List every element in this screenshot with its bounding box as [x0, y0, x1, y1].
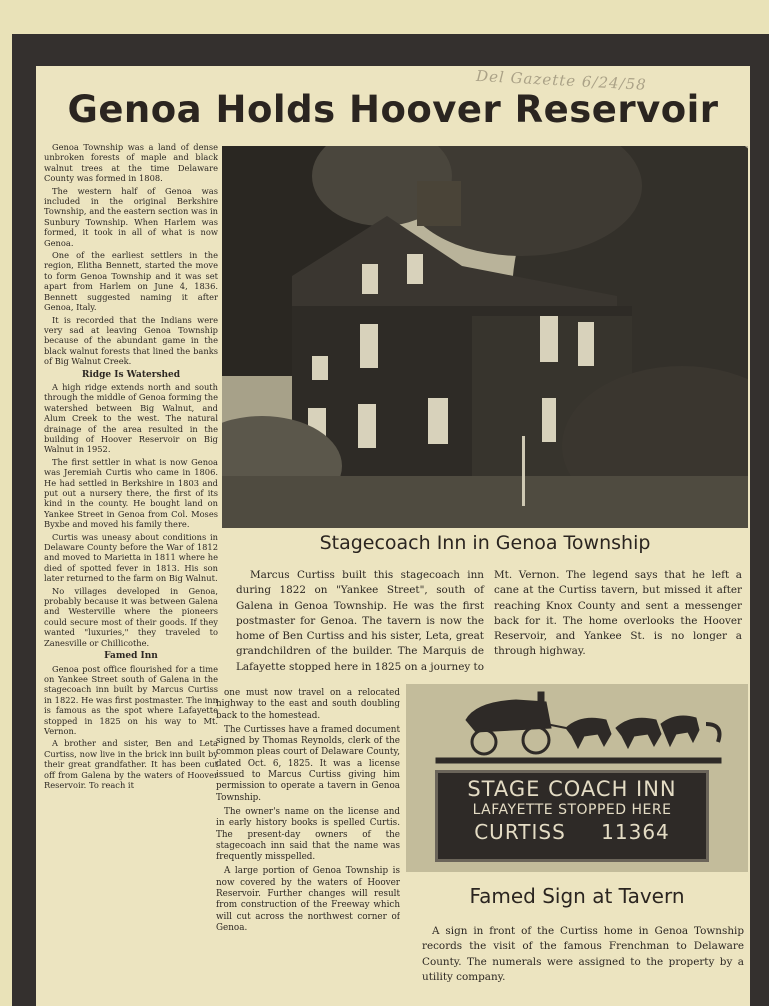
sign-description-paragraph: A sign in front of the Curtiss home in Genoa Township records the visit of the famous Frenchman to Delaware County. The numerals were assigned to the property by a utility company. — [422, 925, 744, 984]
story-paragraph: Marcus Curtiss built this stagecoach inn during 1822 on "Yankee Street", south of Galena in Genoa Township. He was the first postmaster for Genoa. The tavern is now the home of Ben Curtiss and his sister, Leta, great grandchildren of the builder. The Marquis de Lafayette stopped here in 1825 on a journey to Mt. Vernon. The legend says that he left a cane at the Curtiss tavern, but missed it after reaching Knox County and sent a messenger back for it. The home overlooks the Hoover Reservoir, and Yankee St. is no longer a through highway. — [236, 569, 742, 673]
stagecoach-story — [236, 568, 742, 686]
article-paragraph: The western half of Genoa was included in the original Berkshire Township, and the eastern section was in Sunbury Township. When Harlem was formed, it took in all of what is now Genoa. — [44, 185, 218, 248]
plaque-name: CURTISS — [474, 820, 566, 844]
house-photo-illustration — [222, 146, 748, 528]
plaque-line-3 — [438, 819, 706, 845]
subheading-famed-inn: Famed Inn — [104, 651, 158, 662]
newspaper-clipping — [36, 66, 750, 1006]
article-paragraph: The first settler in what is now Genoa was Jeremiah Curtis who came in 1806. He had settled in Berkshire in 1803 and put out a nursery there, the first of its kind in the county. He bought land on Yankee Street in Genoa from Col. Moses Byxbe and moved his family there. — [44, 456, 218, 530]
headline: Genoa Holds Hoover Reservoir — [67, 88, 719, 131]
subheading-ridge: Ridge Is Watershed — [81, 369, 181, 380]
article-paragraph: The owner's name on the license and in early history books is spelled Curtis. The present-day owners of the stagecoach inn said that the name was frequently misspelled. — [216, 806, 400, 863]
sign-caption: Famed Sign at Tavern — [469, 884, 685, 908]
article-paragraph: It is recorded that the Indians were very sad at leaving Genoa Township because of the abundant game in the black walnut forests that lined the banks of Big Walnut Creek. — [44, 314, 218, 367]
article-paragraph: A large portion of Genoa Township is now covered by the waters of Hoover Reservoir. Further changes will result from construction of the Freeway which will cut across the northwest corner of Genoa. — [216, 866, 400, 933]
sign-description — [422, 924, 744, 986]
article-paragraph: The Curtisses have a framed document signed by Thomas Reynolds, clerk of the common pleas court of Delaware County, dated Oct. 6, 1825. It was a license issued to Marcus Curtiss giving him permission to operate a tavern in Genoa Township. — [216, 724, 400, 803]
handwritten-annotation: Del Gazette 6/24/58 — [475, 66, 648, 94]
tavern-sign-photo — [406, 684, 748, 872]
article-paragraph: one must now travel on a relocated highway to the east and south doubling back to the homestead. — [216, 688, 400, 721]
plaque-line-1: STAGE COACH INN — [467, 777, 677, 801]
plaque-line-2: LAFAYETTE STOPPED HERE — [472, 802, 672, 818]
article-paragraph: One of the earliest settlers in the region, Elitha Bennett, started the move to form Genoa Township and it was set apart from Harlem on June 4, 1836. Bennett suggested naming it after Genoa, Italy. — [44, 250, 218, 313]
article-paragraph: No villages developed in Genoa, probably because it was between Galena and Westerville where the pioneers could secure most of their goods. If they wanted "luxuries," they traveled to Zanesville or Chillicothe. — [44, 585, 218, 648]
article-paragraph: Genoa Township was a land of dense unbroken forests of maple and black walnut trees at the time Delaware County was formed in 1808. — [44, 142, 218, 184]
stage-coach-inn-plaque — [435, 770, 709, 862]
article-paragraph: Curtis was uneasy about conditions in Delaware County before the War of 1812 and moved to Marietta in 1811 where he died of spotted fever in 1813. His son later returned to the farm on Big Walnut. — [44, 531, 218, 584]
middle-column-article — [216, 688, 400, 1006]
plaque-number: 11364 — [601, 820, 670, 844]
left-column-article — [44, 142, 218, 1006]
article-paragraph: A brother and sister, Ben and Leta Curtiss, now live in the brick inn built by their great grandfather. It has been cut off from Galena by the waters of Hoover Reservoir. To reach it — [44, 738, 218, 790]
article-paragraph: Genoa post office flourished for a time on Yankee Street south of Galena in the stagecoach inn built by Marcus Curtiss in 1822. He was first postmaster. The inn is famous as the spot where Lafayette stopped in 1825 on his way to Mt. Vernon. — [44, 663, 218, 736]
article-paragraph: A high ridge extends north and south through the middle of Genoa forming the watershed between Big Walnut, and Alum Creek to the west. The natural drainage of the area resulted in the building of Hoover Reservoir on Big Walnut in 1952. — [44, 381, 218, 455]
stagecoach-inn-photo — [222, 146, 748, 528]
photo-caption: Stagecoach Inn in Genoa Township — [319, 532, 651, 554]
